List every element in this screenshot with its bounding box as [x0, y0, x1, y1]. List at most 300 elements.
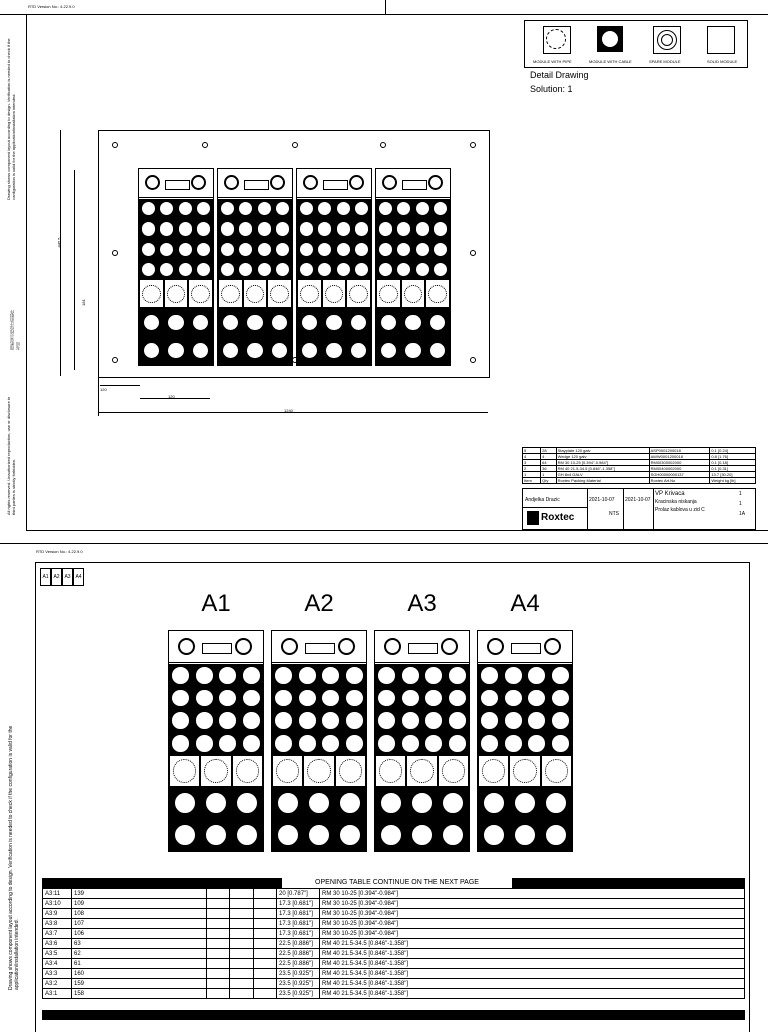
wedge-icon — [202, 643, 233, 654]
spare-module-icon — [545, 759, 569, 783]
cable-module-icon — [301, 342, 318, 359]
module-cell — [432, 259, 451, 279]
legend-label: SPARE MODULE — [649, 59, 681, 64]
module-cell — [353, 219, 372, 239]
cable-module-icon — [448, 689, 467, 708]
table-cell — [230, 909, 253, 919]
module-cell — [525, 732, 549, 755]
module-cell — [316, 259, 335, 279]
compression-unit — [169, 631, 263, 663]
module-cell — [375, 709, 399, 732]
module-cell — [164, 337, 189, 365]
spare-module-icon — [653, 26, 681, 54]
cable-module-icon — [301, 314, 318, 331]
block-label-a2: A2 — [304, 590, 334, 617]
module-cell — [216, 709, 240, 732]
cable-module-icon — [236, 792, 258, 814]
cable-module-icon — [380, 342, 397, 359]
module-cell — [478, 732, 502, 755]
cable-module-icon — [404, 314, 421, 331]
solution-label: Solution: 1 — [530, 84, 573, 94]
table-cell — [253, 909, 276, 919]
cable-module-icon — [424, 711, 443, 730]
bolt-icon — [384, 638, 401, 655]
cable-module-icon — [504, 734, 523, 753]
module-cell — [237, 259, 256, 279]
cable-module-icon — [178, 242, 193, 257]
table-cell: 23.5 [0.925"] — [277, 979, 320, 989]
cable-module-icon — [551, 734, 570, 753]
cable-module-icon — [174, 792, 196, 814]
module-cell — [322, 337, 347, 365]
cable-module-icon — [433, 221, 448, 236]
cable-module-icon — [218, 666, 237, 685]
module-cell — [432, 199, 451, 219]
spare-module-icon — [276, 759, 300, 783]
module-cell — [413, 259, 432, 279]
spare-cell — [272, 755, 303, 787]
module-cell — [401, 337, 426, 365]
cable-module-icon — [174, 824, 196, 846]
cable-module-icon — [218, 689, 237, 708]
table-cell: RM 40 21.5-34.5 [0.846"-1.358"] — [320, 959, 745, 969]
spare-module-icon — [410, 759, 434, 783]
module-cell — [319, 687, 343, 710]
cable-module-icon — [277, 792, 299, 814]
cable-module-icon — [424, 734, 443, 753]
table-cell: 106 — [72, 929, 207, 939]
module-cell — [335, 819, 366, 851]
spare-module-icon — [270, 285, 289, 304]
cable-module-icon — [220, 242, 235, 257]
compression-unit — [297, 169, 371, 198]
module-cell — [438, 819, 469, 851]
side-note-bottom: All rights reserved. Unauthorized reproduction, use or disclosure to third parties is strictly forbidden. — [6, 396, 16, 515]
module-cell — [272, 787, 303, 819]
module-cell — [255, 219, 274, 239]
table-row: 5 28 Stayplate 120 galv ASP0001200018 0.1 [0.24] — [523, 448, 756, 454]
item-name: Prolaz kablova u zid C — [655, 507, 705, 513]
module-cell — [395, 199, 414, 219]
cable-module-icon — [442, 792, 464, 814]
module-cell — [375, 664, 399, 687]
cable-module-icon — [308, 824, 330, 846]
legend-label: MODULE WITH CABLE — [589, 59, 632, 64]
dimension-label: 1240 — [284, 408, 293, 413]
module-cell — [422, 732, 446, 755]
cable-module-icon — [448, 666, 467, 685]
module-cell — [232, 819, 263, 851]
table-cell: 158 — [72, 989, 207, 999]
cable-module-icon — [238, 242, 253, 257]
module-cell — [188, 308, 213, 336]
tab-a4[interactable]: A4 — [73, 568, 84, 586]
spare-cell — [478, 755, 509, 787]
cable-module-icon — [411, 792, 433, 814]
cable-module-icon — [317, 262, 332, 277]
cable-module-icon — [429, 314, 446, 331]
cable-module-icon — [167, 314, 184, 331]
cable-module-icon — [514, 824, 536, 846]
module-cell — [334, 239, 353, 259]
module-cell — [432, 239, 451, 259]
module-cell — [193, 664, 217, 687]
table-cell — [207, 949, 230, 959]
spare-module-icon — [339, 759, 363, 783]
cable-module-icon — [350, 342, 367, 359]
table-cell: 62 — [72, 949, 207, 959]
module-cell — [319, 732, 343, 755]
cable-module-icon — [246, 314, 263, 331]
wedge-icon — [165, 180, 190, 190]
cable-module-icon — [545, 792, 567, 814]
cable-module-icon — [504, 689, 523, 708]
module-cell — [343, 664, 367, 687]
table-row: 2 36 RM 40 21.5-34.5 [0.846"-1.358"] RM00400002000 0.1 [0.31] — [523, 466, 756, 472]
spare-module-icon — [204, 759, 228, 783]
module-cell — [406, 787, 437, 819]
table-row — [43, 949, 745, 959]
module-cell — [169, 664, 193, 687]
cable-module-icon — [336, 221, 351, 236]
cable-module-icon — [404, 342, 421, 359]
bom-table — [522, 447, 756, 484]
cable-module-icon — [271, 314, 288, 331]
table-cell — [207, 989, 230, 999]
module-cell — [237, 199, 256, 219]
table-cell: 20 [0.787"] — [277, 889, 320, 899]
table-header: Item Qty Roxtec Packing Material Roxtec Art.No Weight kg [lb] — [523, 478, 756, 484]
table-cell — [207, 959, 230, 969]
module-cell — [243, 337, 268, 365]
module-cell — [478, 819, 509, 851]
module-cell — [346, 308, 371, 336]
module-cell — [478, 664, 502, 687]
spare-cell — [425, 279, 450, 308]
cable-module-icon — [159, 262, 174, 277]
table-cell — [230, 919, 253, 929]
module-cell — [375, 819, 406, 851]
bolt-icon — [178, 638, 195, 655]
dimension-line — [74, 170, 75, 370]
scale-label: NTS — [609, 511, 619, 517]
table-row — [43, 969, 745, 979]
table-cell: RM 40 21.5-34.5 [0.846"-1.358"] — [320, 989, 745, 999]
module-cell — [195, 259, 214, 279]
module-cell — [267, 337, 292, 365]
cable-module-icon — [336, 242, 351, 257]
cable-module-icon — [220, 201, 235, 216]
cable-module-icon — [321, 666, 340, 685]
module-cell — [376, 308, 401, 336]
cable-module-icon — [354, 242, 369, 257]
module-cell — [376, 219, 395, 239]
cable-module-icon — [433, 201, 448, 216]
wedge-icon — [402, 180, 427, 190]
cable-module-icon — [274, 689, 293, 708]
cable-module-icon — [171, 734, 190, 753]
module-cell — [395, 219, 414, 239]
cable-module-icon — [429, 342, 446, 359]
date-approved: 2021-10-07 — [625, 497, 651, 503]
table-cell — [230, 979, 253, 989]
module-cell — [193, 709, 217, 732]
cable-module-icon — [178, 221, 193, 236]
cable-module-icon — [274, 711, 293, 730]
spare-cell — [406, 755, 437, 787]
module-cell — [406, 819, 437, 851]
module-block — [296, 168, 372, 366]
cable-module-icon — [196, 221, 211, 236]
module-cell — [272, 664, 296, 687]
cable-module-icon — [141, 242, 156, 257]
table-cell: A3:6 — [43, 939, 72, 949]
table-cell — [253, 949, 276, 959]
block-label-a1: A1 — [201, 590, 231, 617]
module-cell — [195, 199, 214, 219]
table-row — [43, 929, 745, 939]
cable-module-icon — [336, 262, 351, 277]
module-cell — [158, 219, 177, 239]
module-cell — [316, 219, 335, 239]
table-cell — [253, 969, 276, 979]
module-cell — [297, 239, 316, 259]
date-created: 2021-10-07 — [589, 497, 615, 503]
wedge-icon — [244, 180, 269, 190]
cable-module-icon — [401, 734, 420, 753]
module-cell — [343, 687, 367, 710]
spare-module-icon — [307, 759, 331, 783]
module-block — [375, 168, 451, 366]
cable-module-icon — [504, 666, 523, 685]
table-cell — [253, 979, 276, 989]
cable-module-icon — [336, 201, 351, 216]
dimension-line — [60, 130, 61, 376]
module-cell — [240, 687, 264, 710]
cable-module-icon — [298, 734, 317, 753]
module-cell — [502, 709, 526, 732]
cable-module-icon — [396, 242, 411, 257]
spare-module-icon — [236, 759, 260, 783]
module-cell — [502, 687, 526, 710]
table-cell — [230, 969, 253, 979]
spare-module-icon — [428, 285, 447, 304]
module-cell — [272, 819, 303, 851]
cable-module-icon — [401, 689, 420, 708]
module-cell — [549, 732, 573, 755]
cable-module-icon — [448, 734, 467, 753]
legend-label: MODULE WITH PIPE — [533, 59, 572, 64]
spare-cell — [541, 755, 572, 787]
table-cell — [230, 989, 253, 999]
table-cell: A3:10 — [43, 899, 72, 909]
cable-module-icon — [195, 711, 214, 730]
sheet-total: 1 — [739, 501, 742, 507]
module-cell — [334, 199, 353, 219]
cable-module-icon — [378, 221, 393, 236]
table-cell: A3:11 — [43, 889, 72, 899]
module-cell — [139, 259, 158, 279]
dimension-label: 445.5 — [56, 237, 62, 248]
table-cell — [207, 909, 230, 919]
page1-header — [0, 0, 768, 15]
cable-module-icon — [396, 262, 411, 277]
cable-module-icon — [218, 734, 237, 753]
module-cell — [240, 732, 264, 755]
table-cell: 17.3 [0.681"] — [277, 909, 320, 919]
cable-module-icon — [480, 666, 499, 685]
module-cell — [509, 787, 540, 819]
cable-module-icon — [345, 666, 364, 685]
module-cell — [139, 308, 164, 336]
table-cell: 159 — [72, 979, 207, 989]
cable-module-icon — [317, 242, 332, 257]
table-cell — [207, 899, 230, 909]
table-row — [43, 959, 745, 969]
cable-module-icon — [401, 711, 420, 730]
cable-module-icon — [222, 314, 239, 331]
module-cell — [216, 732, 240, 755]
module-with-cable-icon — [597, 26, 623, 52]
module-cell — [399, 709, 423, 732]
cable-module-icon — [339, 792, 361, 814]
cable-module-icon — [275, 242, 290, 257]
module-cell — [296, 732, 320, 755]
cable-module-icon — [514, 792, 536, 814]
table-title-bar — [42, 878, 745, 888]
module-cell — [274, 219, 293, 239]
table-row — [43, 979, 745, 989]
block-label-a4: A4 — [510, 590, 540, 617]
spare-module-icon — [349, 285, 368, 304]
dimension-label: 120 — [168, 394, 175, 399]
cable-module-icon — [433, 262, 448, 277]
table-cell: A3:4 — [43, 959, 72, 969]
cable-module-icon — [345, 711, 364, 730]
cable-module-icon — [354, 201, 369, 216]
cable-module-icon — [195, 666, 214, 685]
module-cell — [218, 239, 237, 259]
cable-module-icon — [238, 221, 253, 236]
cable-module-icon — [274, 666, 293, 685]
spare-cell — [375, 755, 406, 787]
table-row — [43, 909, 745, 919]
dimension-label: 120 — [100, 387, 107, 392]
module-cell — [401, 308, 426, 336]
table-cell — [207, 979, 230, 989]
module-cell — [158, 239, 177, 259]
table-row — [43, 989, 745, 999]
bolt-icon — [382, 175, 397, 190]
spare-cell — [335, 755, 366, 787]
cable-module-icon — [551, 689, 570, 708]
cable-module-icon — [220, 262, 235, 277]
drawn-by: Andjelka Drazic — [525, 497, 560, 503]
solid-module-icon — [707, 26, 735, 54]
cable-module-icon — [380, 824, 402, 846]
bolt-hole — [470, 357, 476, 363]
module-cell — [446, 664, 470, 687]
module-cell — [525, 664, 549, 687]
bolt-icon — [338, 638, 355, 655]
tab-a2[interactable]: A2 — [51, 568, 62, 586]
table-cell: 139 — [72, 889, 207, 899]
module-cell — [297, 199, 316, 219]
table-cell: RM 30 10-25 [0.394"-0.984"] — [320, 929, 745, 939]
spare-module-icon — [167, 285, 186, 304]
spare-cell — [188, 279, 213, 308]
module-cell — [240, 709, 264, 732]
cable-module-icon — [242, 734, 261, 753]
module-cell — [395, 239, 414, 259]
table-cell — [207, 939, 230, 949]
cable-module-icon — [195, 689, 214, 708]
tab-a1[interactable]: A1 — [40, 568, 51, 586]
table-cell: A3:8 — [43, 919, 72, 929]
cable-module-icon — [448, 711, 467, 730]
module-cell — [243, 308, 268, 336]
side-note: Drawing shows component layout according to design. Verification is needed to check if the configuration is valid for the application/installation intended. — [8, 725, 20, 990]
title-block — [522, 488, 756, 530]
module-cell — [255, 199, 274, 219]
bolt-hole — [470, 142, 476, 148]
cable-module-icon — [545, 824, 567, 846]
module-cell — [193, 732, 217, 755]
module-cell — [169, 732, 193, 755]
cable-module-icon — [299, 201, 314, 216]
module-cell — [274, 199, 293, 219]
module-cell — [375, 687, 399, 710]
spare-module-icon — [191, 285, 210, 304]
table-cell: 63 — [72, 939, 207, 949]
module-cell — [478, 687, 502, 710]
cable-module-icon — [299, 221, 314, 236]
cable-module-icon — [178, 262, 193, 277]
cable-module-icon — [196, 262, 211, 277]
cable-module-icon — [415, 221, 430, 236]
bolt-icon — [270, 175, 285, 190]
wedge-icon — [511, 643, 542, 654]
tab-strip — [40, 568, 84, 586]
tab-a3[interactable]: A3 — [62, 568, 73, 586]
module-cell — [316, 239, 335, 259]
spare-cell — [303, 755, 334, 787]
cable-module-icon — [377, 711, 396, 730]
table-cell: A3:5 — [43, 949, 72, 959]
table-cell — [207, 919, 230, 929]
compression-unit — [478, 631, 572, 663]
table-cell — [207, 969, 230, 979]
cable-module-icon — [242, 711, 261, 730]
bolt-icon — [441, 638, 458, 655]
table-cell: 22.5 [0.886"] — [277, 959, 320, 969]
table-cell: RM 40 21.5-34.5 [0.846"-1.358"] — [320, 939, 745, 949]
table-row: 3 64 RM 30 10-25 [0.394"-0.984"] RM00300002000 0.1 [0.18] — [523, 460, 756, 466]
table-cell: 107 — [72, 919, 207, 929]
roxtec-logo: Roxtec — [541, 512, 575, 523]
side-note-cjk: 图纸显示按设计的组件布局 — [9, 310, 20, 350]
cable-module-icon — [551, 711, 570, 730]
module-cell — [413, 219, 432, 239]
module-cell — [376, 337, 401, 365]
table-cell: A3:1 — [43, 989, 72, 999]
cable-module-icon — [257, 242, 272, 257]
cable-module-icon — [325, 342, 342, 359]
module-cell — [272, 732, 296, 755]
module-cell — [158, 199, 177, 219]
module-cell — [353, 199, 372, 219]
module-cell — [502, 732, 526, 755]
